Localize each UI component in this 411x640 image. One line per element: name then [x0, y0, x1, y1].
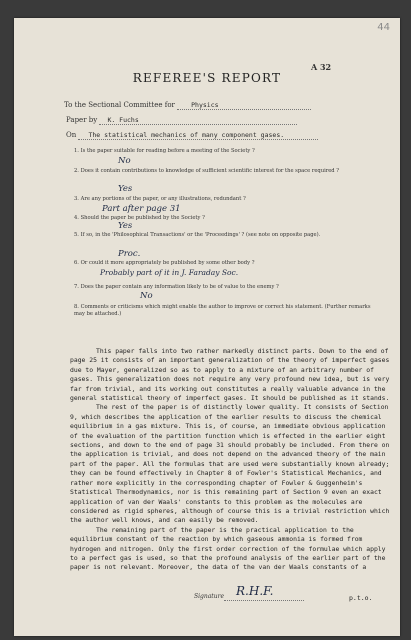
- question-6: 6. Or could it more appropriately be published by some other body ?: [74, 260, 255, 266]
- signature-line: [224, 600, 304, 601]
- answer-2: Yes: [118, 184, 133, 194]
- paragraph-1: This paper falls into two rather markedly distinct parts. Down to the end of page 25 it consists of an important generalization of the theory of imperfect gases due to Mayer, generalized so as to apply to a mixture of an arbitrary number of gases. This generalization does not require any very profound new idea, but is very far from trivial, and its working out constitutes a really valuable advance in the general statistical theory of imperfect gases. It should be published as it stands.: [70, 347, 390, 403]
- answer-1: No: [118, 156, 131, 166]
- question-1: 1. Is the paper suitable for reading before a meeting of the Society ?: [74, 148, 255, 154]
- question-2: 2. Does it contain contributions to knowledge of sufficient scientific interest for the space required ?: [74, 168, 340, 174]
- answer-6: Probably part of it in J. Faraday Soc.: [100, 268, 239, 277]
- answer-4: Yes: [118, 221, 133, 231]
- signature-mark: R.H.F.: [236, 584, 274, 598]
- subject-label: On: [66, 131, 77, 139]
- paper-title: The statistical mechanics of many component gases.: [88, 131, 285, 139]
- report-body: [70, 347, 396, 573]
- report-sheet: [14, 18, 400, 636]
- author-line: [66, 116, 297, 125]
- question-4: 4. Should the paper be published by the Society ?: [74, 215, 205, 221]
- question-7: 7. Does the paper contain any information likely to be of value to the enemy ?: [74, 284, 279, 290]
- committee-line: [64, 101, 311, 110]
- answer-5: Proc.: [118, 249, 141, 259]
- question-5: 5. If so, in the 'Philosophical Transactions' or the 'Proceedings' ? (see note on opposite page).: [74, 232, 321, 238]
- author-label: Paper by: [66, 116, 98, 124]
- paragraph-2: The rest of the paper is of distinctly lower quality. It consists of Section 9, which describes the application of the earlier results to discuss the chemical equilibrium in a gas mixture. This is, of course, an immediate obvious application of the evaluation of the partition function which is effected in the earlier eight sections, and down to the end of page 31 should probably be included. From there on the application is trivial, and does not depend on the advanced theory of the main part of the paper. All the formulas that are used were substantially known already; they can be found effectively in Chapter 8 of Fowler's Statistical Mechanics, and rather more explicitly in the corresponding chapter of Fowler & Guggenheim's Statistical Thermodynamics, nor is this remaining part of Section 9 even an exact application of van der Waals' constants to this problem as the molecules are considered as rigid spheres, although of course this is a trivial restriction which the author well knows, and can easily be removed.: [70, 403, 390, 525]
- signature-label: Signature: [194, 593, 225, 600]
- question-8: 8. Comments or criticisms which might enable the author to improve or correct his statement. (Further remarks may be attached.): [74, 304, 371, 317]
- page-title: REFEREE'S REPORT: [132, 71, 282, 85]
- answer-7: No: [140, 291, 153, 301]
- reference-code: A 32: [311, 62, 332, 72]
- pto-note: p.t.o.: [349, 594, 373, 602]
- committee-label: To the Sectional Committee for: [64, 101, 175, 109]
- archive-number: 44: [377, 22, 390, 33]
- answer-3: Part after page 31: [102, 204, 181, 214]
- question-3: 3. Are any portions of the paper, or any illustrations, redundant ?: [74, 196, 246, 202]
- subject-line: [66, 131, 318, 140]
- author-name: K. Fuchs: [107, 116, 139, 124]
- section-name: Physics: [191, 101, 219, 109]
- paragraph-3: The remaining part of the paper is the practical application to the equilibrium constant of the reaction by which gaseous ammonia is formed from hydrogen and nitrogen. Only the first order correction of the formulae which apply to a perfect gas is used, so that the profound analysis of the earlier part of the paper is not relevant. Moreover, the data of the van der Waals constants of a: [70, 525, 386, 572]
